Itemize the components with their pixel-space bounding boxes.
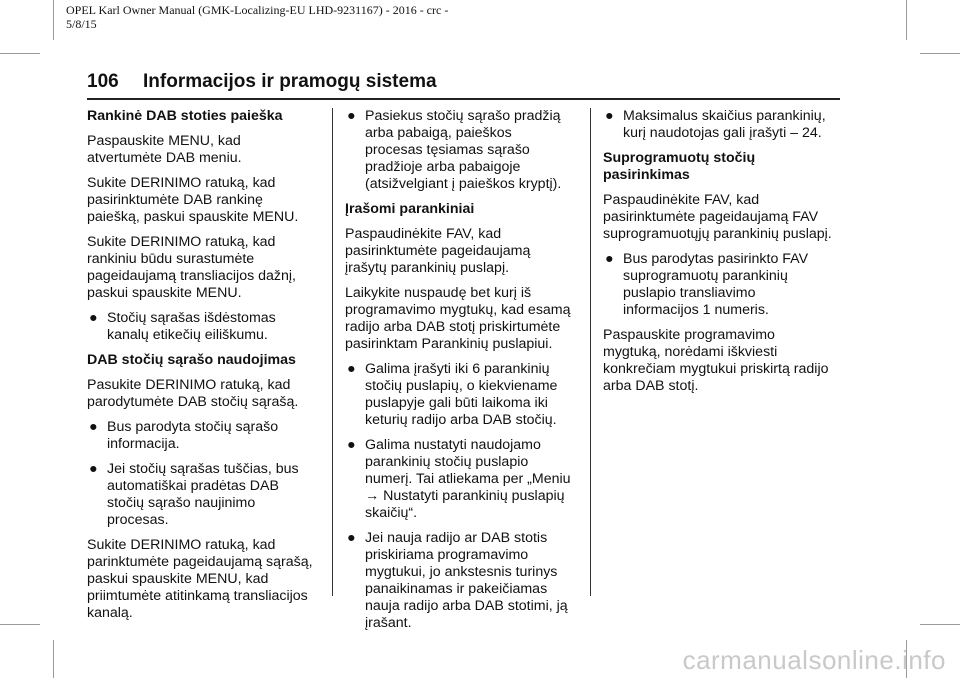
crop-mark — [920, 624, 960, 625]
page-title: Informacijos ir pramogų sistema — [143, 71, 437, 92]
paragraph — [603, 192, 839, 243]
text-line: puslapyje gali būti laikoma iki — [365, 395, 548, 411]
bullet-icon: ● — [89, 461, 98, 477]
print-header-date: 5/8/15 — [66, 17, 97, 31]
text-line: įrašytų parankinių puslapį. — [345, 260, 510, 276]
text-column-2 — [345, 108, 581, 640]
heading-line: Suprogramuotų stočių — [603, 150, 756, 166]
text-line: numerį. Tai atliekama per „Meniu — [365, 471, 571, 487]
text-line: pageidaujamą transliacijos dažnį, — [87, 268, 296, 284]
text-line: programavimo mygtukų, kad esamą — [345, 302, 571, 318]
paragraph — [87, 377, 323, 411]
text-line: Jei stočių sąrašas tuščias, bus — [107, 461, 299, 477]
text-line: suprogramuotų parankinių — [623, 268, 788, 284]
text-line: Jei nauja radijo ar DAB stotis — [365, 530, 548, 546]
text-line: procesas. — [107, 512, 169, 528]
text-line: priskiriama programavimo — [365, 547, 529, 563]
paragraph — [345, 226, 581, 277]
text-line: Maksimalus skaičius parankinių, — [623, 108, 826, 124]
text-line: Paspauskite programavimo — [603, 327, 775, 343]
print-header — [66, 3, 546, 31]
bullet-icon: ● — [347, 361, 356, 377]
section-heading: Rankinė DAB stoties paieška — [87, 108, 283, 124]
column-divider — [332, 108, 333, 596]
text-line: paskui spauskite MENU. — [87, 285, 242, 301]
section-heading: DAB stočių sąrašo naudojimas — [87, 352, 296, 368]
bullet-item — [345, 108, 581, 193]
paragraph — [603, 327, 839, 395]
text-line: Sukite DERINIMO ratuką, kad — [87, 537, 276, 553]
text-column-1 — [87, 108, 323, 630]
text-line: Stočių sąrašas išdėstomas — [107, 310, 276, 326]
text-line: skaičių“. — [365, 505, 418, 521]
text-line: pasirinktumėte DAB rankinę — [87, 192, 263, 208]
text-line: stočių sąrašo naujinimo — [107, 495, 256, 511]
bullet-item — [603, 251, 839, 319]
bullet-icon: ● — [347, 108, 356, 124]
text-line: Pasukite DERINIMO ratuką, kad — [87, 377, 291, 393]
paragraph — [87, 133, 323, 167]
crop-mark — [53, 0, 54, 40]
text-line: pasirinktumėte pageidaujamą FAV — [603, 209, 819, 225]
heading-rule — [87, 98, 840, 100]
crop-mark — [906, 0, 907, 40]
text-line: Bus parodyta stočių sąrašo — [107, 419, 279, 435]
text-column-3 — [603, 108, 839, 403]
text-line: atvertumėte DAB meniu. — [87, 150, 242, 166]
bullet-icon: ● — [347, 530, 356, 546]
text-line: Sukite DERINIMO ratuką, kad — [87, 234, 276, 250]
text-line: kanalų etikečių eiliškumu. — [107, 327, 268, 343]
crop-mark — [53, 640, 54, 678]
paragraph — [87, 234, 323, 302]
text-line: procesas tęsiamas sąrašo — [365, 142, 530, 158]
text-line: suprogramuotųjų parankinių puslapį. — [603, 226, 832, 242]
text-line: paiešką, paskui spauskite MENU. — [87, 209, 299, 225]
crop-mark — [0, 624, 40, 625]
text-line: radijo arba DAB stotį priskirtumėte — [345, 319, 561, 335]
text-line: Pasiekus stočių sąrašo pradžią — [365, 108, 561, 124]
text-line: pasirinktumėte pageidaujamą — [345, 243, 531, 259]
text-line: informacijos 1 numeris. — [623, 302, 769, 318]
text-line: Galima nustatyti naudojamo — [365, 437, 541, 453]
text-line: puslapio transliavimo — [623, 285, 756, 301]
bullet-icon: ● — [605, 251, 614, 267]
text-line: kanalą. — [87, 605, 133, 621]
text-line: rankiniu būdu surastumėte — [87, 251, 255, 267]
bullet-icon: ● — [605, 108, 614, 124]
text-line: panaikinamas ir pakeičiamas — [365, 581, 548, 597]
bullet-item — [345, 530, 581, 632]
print-header-line: OPEL Karl Owner Manual (GMK-Localizing-EU LHD-9231167) - 2016 - crc - — [66, 3, 449, 17]
text-line: parankinių stočių puslapio — [365, 454, 529, 470]
column-divider — [590, 108, 591, 596]
text-line: Laikykite nuspaudę bet kurį iš — [345, 285, 532, 301]
watermark: carmanualsonline.info — [682, 645, 946, 675]
text-line: kurį naudotojas gali įrašyti – 24. — [623, 125, 822, 141]
bullet-icon: ● — [347, 437, 356, 453]
crop-mark — [920, 53, 960, 54]
text-line: įrašant. — [365, 615, 412, 631]
section-heading — [603, 150, 839, 184]
text-line: pasirinktam Parankinių puslapiui. — [345, 336, 553, 352]
bullet-item — [345, 361, 581, 429]
text-line: Sukite DERINIMO ratuką, kad — [87, 175, 276, 191]
text-line: arba pabaigą, paieškos — [365, 125, 512, 141]
page-number: 106 — [87, 71, 119, 92]
text-line: mygtukui, jo ankstesnis turinys — [365, 564, 558, 580]
page-heading — [87, 70, 840, 94]
text-line: pradžioje arba pabaigoje — [365, 159, 521, 175]
crop-mark — [0, 53, 40, 54]
text-line: konkrečiam mygtukui priskirtą radijo — [603, 361, 829, 377]
text-line: Paspaudinėkite FAV, kad — [345, 226, 502, 242]
paragraph — [87, 175, 323, 226]
text-line: → Nustatyti parankinių puslapių — [365, 488, 565, 504]
text-line: stočių puslapių, o kiekviename — [365, 378, 558, 394]
text-line: parinktumėte pageidaujamą sąrašą, — [87, 554, 313, 570]
bullet-item — [87, 419, 323, 453]
text-line: Paspaudinėkite FAV, kad — [603, 192, 760, 208]
bullet-icon: ● — [89, 419, 98, 435]
paragraph — [345, 285, 581, 353]
text-line: Bus parodytas pasirinkto FAV — [623, 251, 809, 267]
bullet-item — [87, 461, 323, 529]
text-line: automatiškai pradėtas DAB — [107, 478, 279, 494]
text-line: Galima įrašyti iki 6 parankinių — [365, 361, 550, 377]
bullet-item — [345, 437, 581, 522]
text-line: paskui spauskite MENU, kad — [87, 571, 269, 587]
bullet-item — [87, 310, 323, 344]
text-line: informacija. — [107, 436, 180, 452]
heading-line: pasirinkimas — [603, 167, 690, 183]
text-line: (atsižvelgiant į paieškos kryptį). — [365, 176, 562, 192]
paragraph — [87, 537, 323, 622]
text-line: mygtuką, norėdami iškviesti — [603, 344, 778, 360]
text-line: arba DAB stotį. — [603, 378, 699, 394]
section-heading: Įrašomi parankiniai — [345, 201, 475, 217]
text-line: nauja radijo arba DAB stotimi, ją — [365, 598, 568, 614]
bullet-icon: ● — [89, 310, 98, 326]
text-line: parodytumėte DAB stočių sąrašą. — [87, 394, 299, 410]
text-line: priimtumėte atitinkamą transliacijos — [87, 588, 308, 604]
text-line: Paspauskite MENU, kad — [87, 133, 241, 149]
text-line: keturių radijo arba DAB stočių. — [365, 412, 557, 428]
bullet-item — [603, 108, 839, 142]
